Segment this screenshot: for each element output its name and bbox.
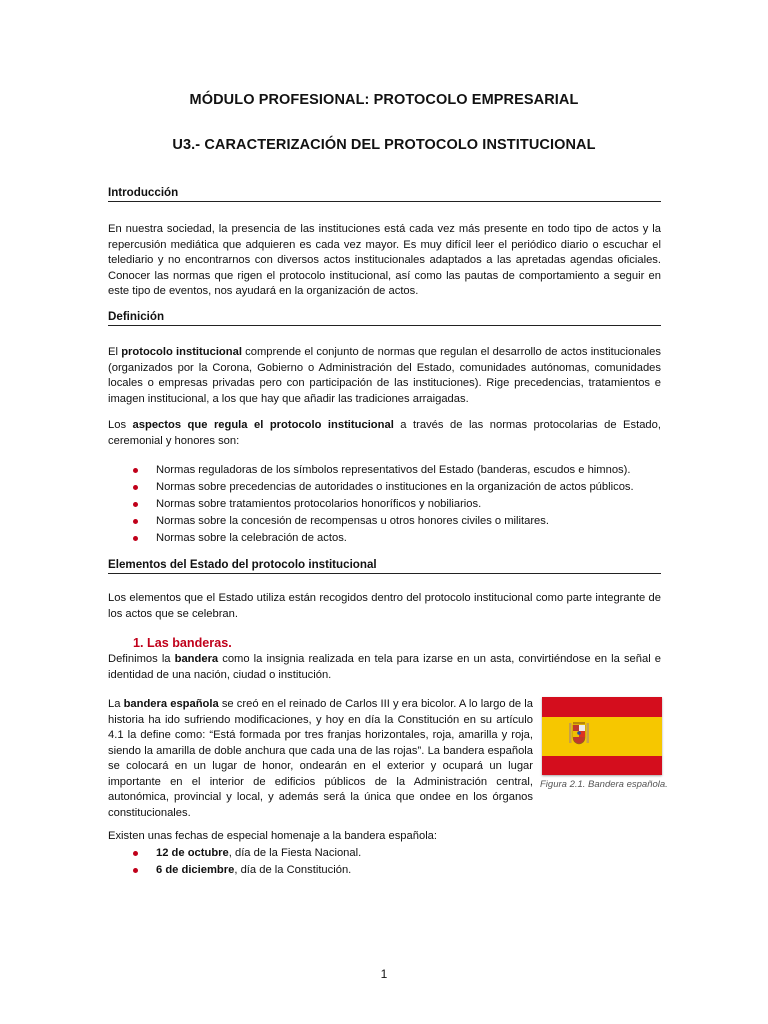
figure-caption: Figura 2.1. Bandera española. — [540, 779, 668, 790]
bullet-icon — [133, 868, 138, 873]
unit-title: U3.- CARACTERIZACIÓN DEL PROTOCOLO INSTITUCIONAL — [172, 137, 596, 153]
section-heading-definition: Definición — [108, 310, 661, 326]
list-item: Normas reguladoras de los símbolos representativos del Estado (banderas, escudos e himnos). — [108, 462, 661, 479]
spanish-flag-image — [542, 697, 662, 775]
list-item: 6 de diciembre, día de la Constitución. — [108, 862, 661, 879]
bandera-espanola-paragraph: La bandera española se creó en el reinado de Carlos III y era bicolor. A lo largo de la historia ha ido sufriendo modificaciones, y hoy en día la Constitución en su artículo 4.1 la define como: “Está formada por tres franjas horizontales, roja, amarilla y roja, siendo la amarilla de doble anchura que cada una de las rojas”. La bandera española se colocará en un lugar de honor, ondearán en el exterior y ocupará un lugar importante en el interior de edificios públicos de la Administración central, autonómica, provincial y local, y además será la única que ondee en los órganos constitucionales. — [108, 698, 533, 819]
coat-of-arms-icon — [568, 719, 590, 749]
section-heading-intro: Introducción — [108, 186, 661, 202]
list-item: Normas sobre la celebración de actos. — [108, 530, 661, 547]
list-item: Normas sobre la concesión de recompensas u otros honores civiles o militares. — [108, 513, 661, 530]
bullet-icon — [133, 468, 138, 473]
section-heading-elements: Elementos del Estado del protocolo institucional — [108, 558, 661, 574]
list-item: Normas sobre precedencias de autoridades o instituciones en la organización de actos públicos. — [108, 479, 661, 496]
bullet-icon — [133, 536, 138, 541]
intro-paragraph: En nuestra sociedad, la presencia de las instituciones está cada vez más presente en todo tipo de actos y la repercusión mediática que adquieren es cada vez mayor. Es muy difícil leer el periódico diario o escuchar el telediario y no encontrarnos con diversos actos institucionales adaptados a las apretadas agendas oficiales. Conocer las normas que rigen el protocolo institucional, así como las pautas de comportamiento a seguir en este tipo de eventos, nos ayudará en la organización de actos. — [108, 223, 661, 297]
bullet-icon — [133, 502, 138, 507]
document-title: MÓDULO PROFESIONAL: PROTOCOLO EMPRESARIAL — [189, 92, 579, 108]
homage-dates-list — [108, 845, 661, 879]
list-item: Normas sobre tratamientos protocolarios honoríficos y nobiliarios. — [108, 496, 661, 513]
bandera-definition-paragraph: Definimos la bandera como la insignia realizada en tela para izarse en un asta, convirtiéndose en la señal e identidad de una nación, ciudad o institución. — [108, 653, 662, 681]
bullet-icon — [133, 519, 138, 524]
elements-paragraph: Los elementos que el Estado utiliza están recogidos dentro del protocolo institucional como parte integrante de los actos que se celebran. — [108, 592, 661, 620]
homage-dates-intro: Existen unas fechas de especial homenaje a la bandera española: — [108, 830, 438, 842]
spanish-flag-figure — [540, 697, 668, 790]
subsection-heading-banderas: 1. Las banderas. — [133, 636, 232, 650]
page-number: 1 — [380, 967, 388, 981]
bullet-icon — [133, 485, 138, 490]
list-item: 12 de octubre, día de la Fiesta Nacional. — [108, 845, 661, 862]
definition-paragraph-2: Los aspectos que regula el protocolo institucional a través de las normas protocolarias de Estado, ceremonial y honores son: — [108, 419, 661, 447]
bullet-icon — [133, 851, 138, 856]
definition-paragraph-1: El protocolo institucional comprende el conjunto de normas que regulan el desarrollo de actos institucionales (organizados por la Corona, Gobierno o Administración del Estado, comunidades autónomas, comunidades locales o empresas privadas pero con participación de las instituciones). Rige precedencias, tratamientos e imagen institucional, a los que hay que añadir las tradiciones arraigadas. — [108, 346, 661, 405]
regulated-aspects-list — [108, 462, 661, 547]
